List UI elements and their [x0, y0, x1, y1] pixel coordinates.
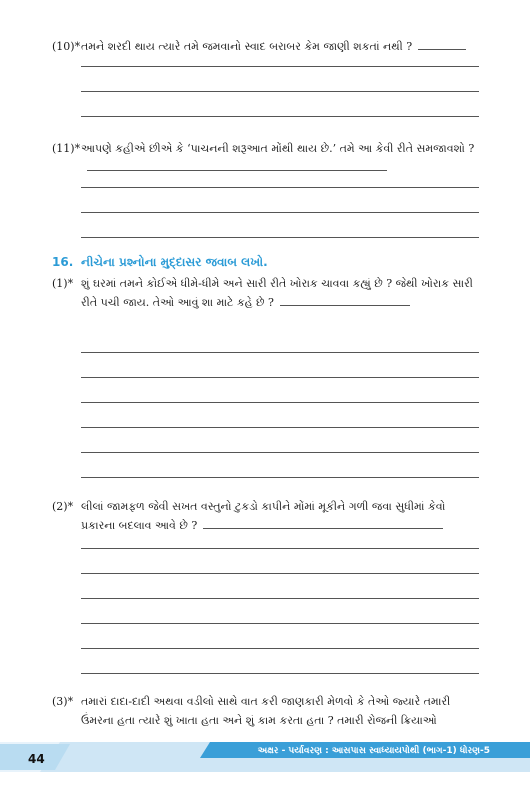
answer-line[interactable]: [418, 48, 466, 50]
answer-line[interactable]: [81, 623, 479, 624]
question-3: [52, 692, 482, 730]
question-number: (2)*: [52, 500, 74, 513]
answer-line[interactable]: [81, 212, 479, 213]
answer-line[interactable]: [81, 427, 479, 428]
answer-line[interactable]: [81, 187, 479, 188]
question-text: આપણે કહીએ છીએ કે ‘પાચનની શરૂઆત મોંથી થાય છે.’ તમે આ કેવી રીતે સમજાવશો ?: [81, 142, 475, 155]
question-text: લીલાં જામફળ જેવી સખત વસ્તુનો ટુકડો કાપીને મોંમાં મૂકીને ગળી જવા સુધીમાં કેવો પ્રકારના બદલાવ આવે છે ?: [81, 500, 446, 532]
question-1: [52, 274, 482, 312]
question-11: [52, 139, 482, 177]
answer-line[interactable]: [81, 648, 479, 649]
question-number: (3)*: [52, 695, 74, 708]
answer-line[interactable]: [87, 169, 387, 171]
question-number: (1)*: [52, 277, 74, 290]
answer-line[interactable]: [81, 352, 479, 353]
page-number: 44: [28, 752, 45, 766]
question-number: (10)*: [52, 40, 81, 53]
question-text: તમને શરદી થાય ત્યારે તમે જમવાનો સ્વાદ બરાબર કેમ જાણી શકતાં નથી ?: [81, 40, 413, 53]
question-number: (11)*: [52, 142, 81, 155]
answer-line[interactable]: [81, 452, 479, 453]
section-heading: [52, 255, 268, 270]
question-10: [52, 37, 482, 56]
answer-line[interactable]: [81, 116, 479, 117]
answer-line[interactable]: [81, 66, 479, 67]
book-title: અક્ષર - પર્યાવરણ : આસપાસ સ્વાધ્યાયપોથી (ભાગ-1) ધોરણ-5: [257, 746, 490, 756]
question-text: તમારાં દાદા-દાદી અથવા વડીલો સાથે વાત કરી જાણકારી મેળવો કે તેઓ જ્યારે તમારી ઉંમરના હતા ત્યારે શું ખાતા હતા અને શું કામ કરતા હતા ? તમારી રોજની ક્રિયાઓ: [81, 695, 451, 727]
question-text: શું ઘરમાં તમને કોઈએ ધીમે-ધીમે અને સારી રીતે ખોરાક ચાવવા કહ્યું છે ? જેથી ખોરાક સારી રીતે પચી જાય. તેઓ આવું શા માટે કહે છે ?: [81, 277, 473, 309]
answer-line[interactable]: [81, 548, 479, 549]
section-number: 16.: [52, 255, 74, 269]
answer-line[interactable]: [81, 377, 479, 378]
question-2: [52, 497, 482, 535]
answer-line[interactable]: [81, 673, 479, 674]
answer-line[interactable]: [81, 573, 479, 574]
answer-line[interactable]: [280, 304, 410, 306]
section-title: નીચેના પ્રશ્નોના મુદ્દાસર જવાબ લખો.: [81, 255, 268, 269]
answer-line[interactable]: [81, 91, 479, 92]
answer-line[interactable]: [81, 477, 479, 478]
answer-line[interactable]: [81, 237, 479, 238]
answer-line[interactable]: [81, 598, 479, 599]
answer-line[interactable]: [81, 402, 479, 403]
answer-line[interactable]: [203, 527, 443, 529]
